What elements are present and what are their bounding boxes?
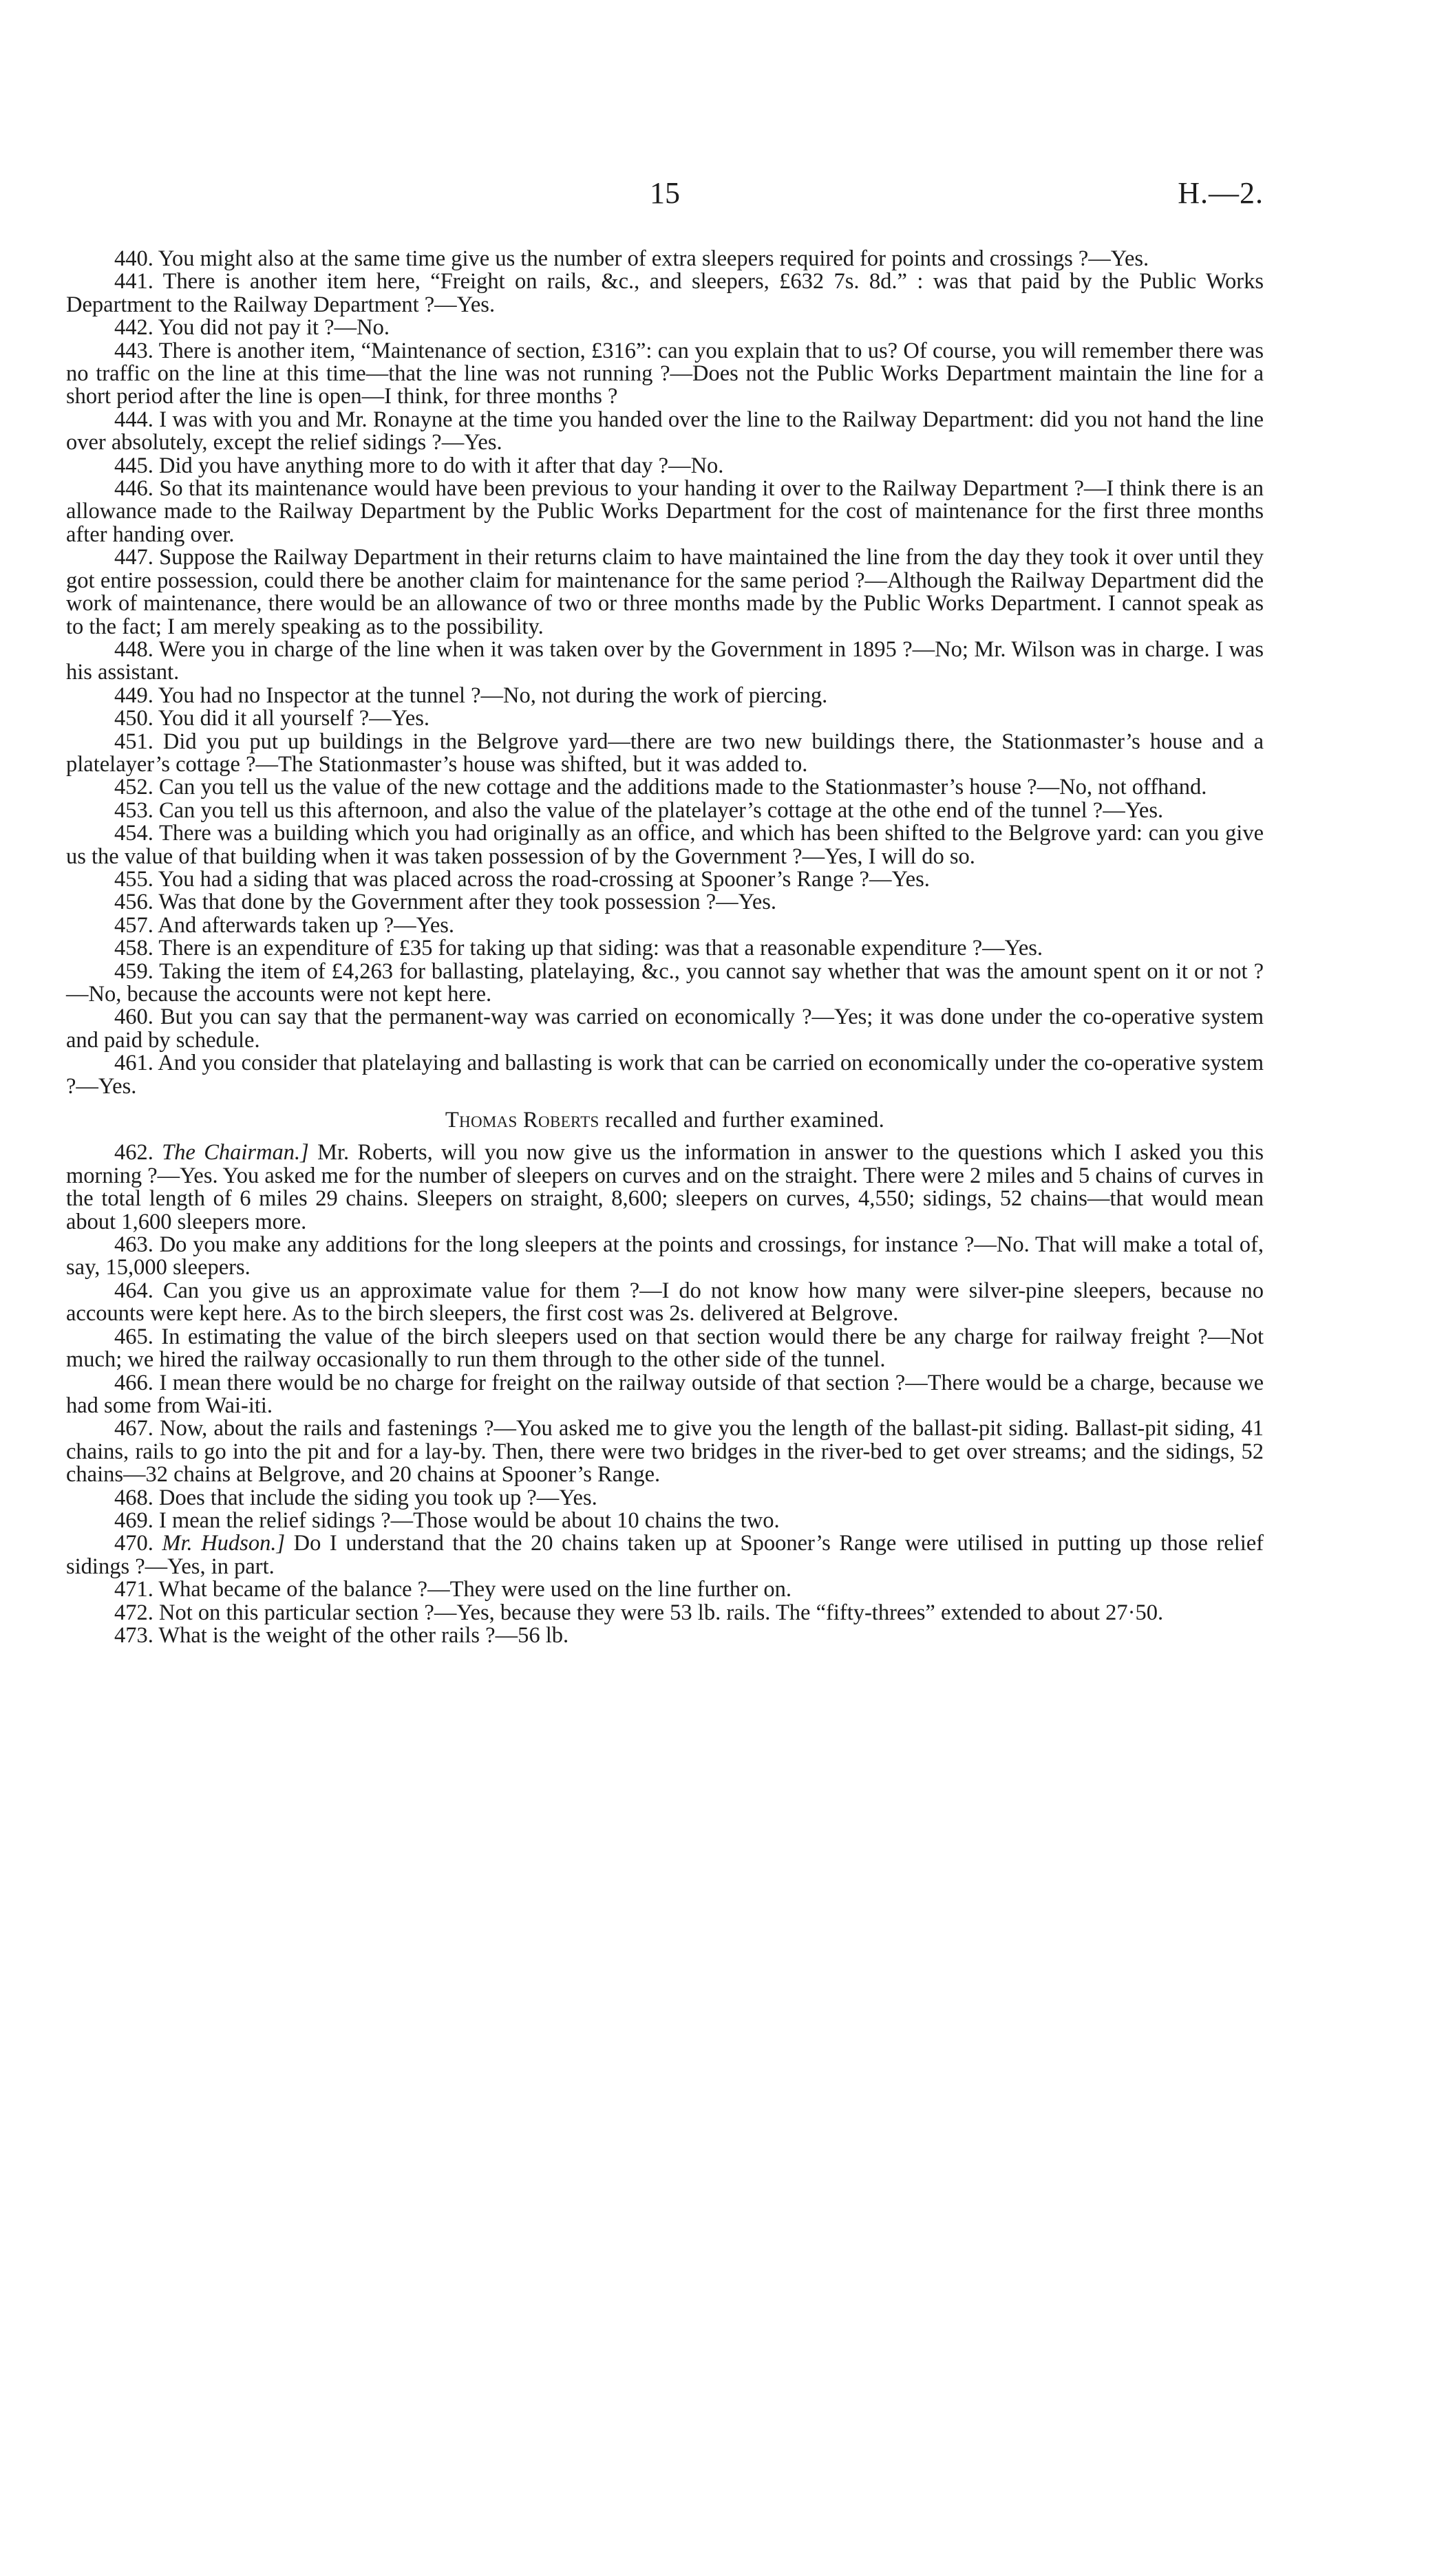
question-number: 457. — [114, 912, 153, 938]
question-paragraph — [66, 1578, 1264, 1601]
question-number: 449. — [114, 683, 153, 708]
question-paragraph — [66, 340, 1264, 409]
question-number: 446. — [114, 476, 153, 502]
question-text: Taking the item of £4,263 for ballasting, platelaying, &c., you cannot say whether that was the amount spent on it or not ?—No, because the accounts were not kept here. — [66, 958, 1264, 1007]
question-number: 458. — [114, 936, 153, 961]
question-paragraph — [66, 1372, 1264, 1418]
question-paragraph — [66, 685, 1264, 707]
question-text: And you consider that platelaying and ballasting is work that can be carried on economically under the co-operative system ?—Yes. — [66, 1051, 1264, 1099]
question-number: 451. — [114, 729, 153, 754]
evidence-part-1 — [66, 248, 1264, 1098]
question-text: There is another item, “Maintenance of section, £316”: can you explain that to us? Of course, you will remember there was no traffic on the line at this time—that the line was not running ?—Does not the Public Works Department maintain the line for a short period after the line is open—I think, for three months ? — [66, 338, 1264, 409]
question-text: Did you put up buildings in the Belgrove yard—there are two new buildings there, the Stationmaster’s house and a platelayer’s cottage ?—The Stationmaster’s house was shifted, but it was added to. — [66, 729, 1264, 777]
question-paragraph — [66, 731, 1264, 777]
question-number: 442. — [114, 315, 153, 341]
question-paragraph — [66, 316, 1264, 339]
question-text: Suppose the Railway Department in their returns claim to have maintained the line from the day they took it over until they got entire possession, could there be another claim for maintenance for the same period ?—Although the Railway Department did the work of maintenance, there would be an allowance of two or three months made by the Public Works Department. I cannot speak as to the fact; I am merely speaking as to the possibility. — [66, 545, 1264, 639]
question-number: 464. — [114, 1278, 153, 1303]
question-text: I mean the relief sidings ?—Those would be about 10 chains the two. — [159, 1507, 780, 1533]
evidence-part-2 — [66, 1141, 1264, 1647]
question-paragraph — [66, 455, 1264, 477]
question-text: Does that include the siding you took up ?—Yes. — [159, 1485, 597, 1510]
question-paragraph — [66, 1006, 1264, 1052]
question-text: I was with you and Mr. Ronayne at the time you handed over the line to the Railway Department: did you not hand the line over absolutely, except the relief sidings ?—Yes. — [66, 407, 1264, 455]
question-paragraph — [66, 1141, 1264, 1234]
question-paragraph — [66, 776, 1264, 799]
question-text: There is another item here, “Freight on rails, &c., and sleepers, £632 7s. 8d.” : was that paid by the Public Works Department to the Railway Department ?—Yes. — [66, 269, 1264, 317]
question-number: 455. — [114, 866, 153, 892]
question-paragraph — [66, 477, 1264, 546]
question-number: 468. — [114, 1485, 153, 1510]
question-paragraph — [66, 960, 1264, 1007]
question-paragraph — [66, 799, 1264, 822]
document-body — [66, 248, 1264, 1647]
question-paragraph — [66, 1326, 1264, 1372]
question-number: 447. — [114, 545, 153, 570]
question-number: 465. — [114, 1324, 153, 1349]
question-text: Mr. Roberts, will you now give us the information in answer to the questions which I asked you this morning ?—Yes. You asked me for the number of sleepers on curves and on the straight. There were 2 miles and 5 chains of curves in the total length of 6 miles 29 chains. Sleepers on straight, 8,600; sleepers on curves, 4,550; sidings, 52 chains—that would mean about 1,600 sleepers more. — [66, 1140, 1264, 1234]
question-text: Were you in charge of the line when it was taken over by the Government in 1895 ?—No; Mr. Wilson was in charge. I was his assistant. — [66, 636, 1264, 685]
question-text: Do you make any additions for the long sleepers at the points and crossings, for instance ?—No. That will make a total of, say, 15,000 sleepers. — [66, 1232, 1264, 1280]
question-paragraph — [66, 891, 1264, 914]
question-text: What is the weight of the other rails ?—56 lb. — [158, 1622, 569, 1648]
speaker-label: The Chairman.] — [162, 1140, 309, 1166]
question-text: But you can say that the permanent-way was carried on economically ?—Yes; it was done under the co-operative system and paid by schedule. — [66, 1005, 1264, 1053]
question-number: 452. — [114, 775, 153, 800]
question-paragraph — [66, 1507, 1264, 1533]
question-paragraph — [66, 248, 1264, 270]
question-number: 448. — [114, 636, 153, 662]
question-paragraph — [66, 707, 1264, 730]
question-paragraph — [66, 1532, 1264, 1578]
question-text: Not on this particular section ?—Yes, because they were 53 lb. rails. The “fifty-threes” extended to about 27·50. — [159, 1600, 1164, 1625]
question-text: You had a siding that was placed across the road-crossing at Spooner’s Range ?—Yes. — [158, 866, 930, 892]
question-number: 472. — [114, 1600, 153, 1625]
document-reference: H.—2. — [1178, 176, 1264, 210]
question-number: 473. — [114, 1622, 153, 1648]
question-number: 443. — [114, 338, 153, 363]
question-text: You might also at the same time give us the number of extra sleepers required for points and crossings ?—Yes. — [158, 246, 1149, 271]
speaker-label: Mr. Hudson.] — [162, 1531, 286, 1556]
question-text: So that its maintenance would have been previous to your handing it over to the Railway Department ?—I think there is an allowance made to the Railway Department by the Public Works Department for the cost of maintenance for the first three months after handing over. — [66, 476, 1264, 547]
question-paragraph — [66, 1624, 1264, 1647]
question-text: Now, about the rails and fastenings ?—You asked me to give you the length of the ballast-pit siding. Ballast-pit siding, 41 chains, rails to go into the pit and for a lay-by. Then, there were two bridges in the river-bed to get over streams; and the sidings, 52 chains—32 chains at Belgrove, and 20 chains at Spooner’s Range. — [66, 1416, 1264, 1488]
question-number: 459. — [114, 958, 153, 984]
question-paragraph — [66, 1280, 1264, 1326]
question-number: 471. — [114, 1577, 153, 1602]
question-paragraph — [66, 546, 1264, 638]
question-paragraph — [66, 937, 1264, 960]
question-number: 461. — [114, 1051, 153, 1076]
question-text: What became of the balance ?—They were used on the line further on. — [158, 1577, 792, 1602]
question-paragraph — [66, 1052, 1264, 1098]
question-text: Did you have anything more to do with it after that day ?—No. — [159, 453, 724, 478]
question-text: Can you tell us the value of the new cottage and the additions made to the Stationmaster’s house ?—No, not offhand. — [159, 775, 1207, 800]
question-text: You had no Inspector at the tunnel ?—No, not during the work of piercing. — [158, 683, 828, 708]
witness-name: Thomas Roberts — [445, 1108, 599, 1133]
question-number: 470. — [114, 1531, 153, 1556]
question-number: 450. — [114, 706, 153, 731]
question-number: 454. — [114, 821, 153, 846]
witness-heading-rest: recalled and further examined. — [605, 1108, 885, 1133]
question-paragraph — [66, 822, 1264, 868]
question-number: 462. — [114, 1140, 153, 1166]
question-text: I mean there would be no charge for freight on the railway outside of that section ?—There would be a charge, because we had some from Wai-iti. — [66, 1370, 1264, 1418]
page-header — [66, 175, 1264, 217]
question-number: 445. — [114, 453, 153, 478]
question-text: Was that done by the Government after they took possession ?—Yes. — [158, 890, 777, 915]
question-number: 467. — [114, 1416, 153, 1441]
question-text: You did it all yourself ?—Yes. — [158, 706, 430, 731]
question-paragraph — [66, 1487, 1264, 1510]
question-text: Do I understand that the 20 chains taken up at Spooner’s Range were utilised in putting up those relief sidings ?—Yes, in part. — [66, 1531, 1264, 1579]
witness-heading — [66, 1109, 1264, 1132]
question-paragraph — [66, 638, 1264, 685]
question-number: 463. — [114, 1232, 153, 1258]
question-number: 441. — [114, 269, 153, 294]
question-paragraph — [66, 1417, 1264, 1486]
question-number: 460. — [114, 1005, 153, 1030]
question-paragraph — [66, 1234, 1264, 1280]
question-number: 453. — [114, 797, 153, 823]
question-text: Can you tell us this afternoon, and also the value of the platelayer’s cottage at the othe end of the tunnel ?—Yes. — [159, 797, 1164, 823]
question-number: 466. — [114, 1370, 153, 1395]
question-text: And afterwards taken up ?—Yes. — [158, 912, 455, 938]
question-paragraph — [66, 914, 1264, 937]
question-text: There is an expenditure of £35 for taking up that siding: was that a reasonable expenditure ?—Yes. — [158, 936, 1043, 961]
question-paragraph — [66, 270, 1264, 316]
question-text: Can you give us an approximate value for them ?—I do not know how many were silver-pine sleepers, because no accounts were kept here. As to the birch sleepers, the first cost was 2s. delivered at Belgrove. — [66, 1278, 1264, 1327]
page-number: 15 — [650, 176, 680, 210]
question-paragraph — [66, 868, 1264, 891]
question-paragraph — [66, 1602, 1264, 1624]
question-number: 440. — [114, 246, 153, 271]
question-number: 456. — [114, 890, 153, 915]
question-paragraph — [66, 409, 1264, 455]
question-number: 444. — [114, 407, 153, 432]
question-text: In estimating the value of the birch sleepers used on that section would there be any charge for railway freight ?—Not much; we hired the railway occasionally to run them through to the other side of the tunnel. — [66, 1324, 1264, 1373]
question-text: You did not pay it ?—No. — [158, 315, 390, 341]
question-number: 469. — [114, 1507, 153, 1533]
question-text: There was a building which you had originally as an office, and which has been shifted to the Belgrove yard: can you give us the value of that building when it was taken possession of by the Government ?—Yes, I will do so. — [66, 821, 1264, 869]
